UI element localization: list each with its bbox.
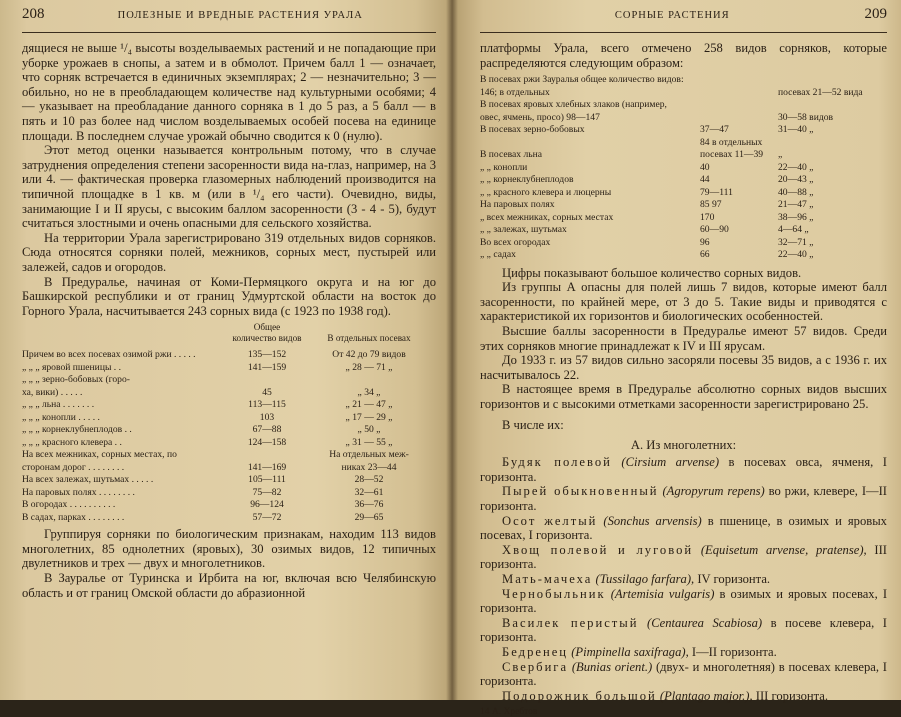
table-row [480,187,887,200]
printer-signature: 14 А. Хребтов [480,707,538,717]
table-cell: В огородах . . . . . . . . . . [22,499,116,511]
species-latin: (Centaurea Scabiosa) [647,615,763,630]
species-name: Подорожник большой [502,688,657,703]
species-text: III горизонта. [755,688,829,703]
paragraph: До 1933 г. из 57 видов сильно засоряли посевы 35 видов, а с 1936 г. их насчитывалось 22. [480,353,887,382]
species-latin: (Plantago major.), [659,688,753,703]
table-row [480,174,887,187]
species-entry [480,455,887,484]
table-cell: „ 21 — 47 „ [345,399,393,411]
table-cell [302,374,436,387]
table-cell: „ „ „ зерно-бобовых (горо- [22,374,130,386]
table-cell: „ „ конопли [480,161,528,173]
species-name: Бедренец [502,644,569,659]
paragraph: Цифры показывают большое количество сорных видов. [502,265,802,280]
table-header-cell: Общее количество видов [232,322,302,343]
table-cell: овес, ячмень, просо) 98—147 [480,111,600,123]
table-cell [778,99,887,112]
species-name: Будяк полевой [502,455,612,470]
species-latin: (Equisetum arvense, pratense), [700,542,867,557]
paragraph: На территории Урала зарегистрировано 319 отдельных видов сорняков. Сюда относятся сорняки полей, межников, сорных мест, пустырей или залежей, садов и огородов. [22,230,436,274]
table-cell: В посевах льна [480,149,543,161]
table-row [480,74,887,99]
table-row [22,462,436,475]
species-latin: (Agropyrum repens) [662,484,765,499]
paragraph: В Предуралье, начиная от Коми-Пермяцкого округа и на юг до Башкирской республики и от границ Удмуртской области на восток до Горного Урала, насчитывается 243 сорных вида (с 1923 по 1938 год). [22,274,436,318]
table-cell: никах 23—44 [341,461,397,473]
table-row [480,212,887,225]
table-cell: 85 97 [700,199,722,211]
table-cell [232,374,302,387]
paragraph: В Зауралье от Туринска и Ирбита на юг, включая всю Челябинскую область и от границ Омской области до абразионной [22,571,436,600]
species-text: в посевах овса, ячменя, I горизонта. [480,455,887,484]
species-latin: (Pimpinella saxifraga), [571,644,689,659]
table-cell: „ 17 — 29 „ [345,411,393,423]
paragraph: платформы Урала, всего отмечено 258 видов сорняков, которые распределяются следующим образом: [480,41,887,70]
table-row [22,362,436,375]
table-row [480,124,887,137]
species-name: Пырей обыкновенный [502,484,659,499]
species-name: Чернобыльник [502,586,606,601]
species-name: Хвощ полевой и луговой [502,542,694,557]
table-cell: В посевах зерно-бобовых [480,124,585,136]
species-entry [480,689,887,704]
table-cell: На паровых полях . . . . . . . . [22,486,135,498]
right-page-number: 209 [864,6,887,22]
table-cell: 96 [700,236,710,248]
left-page [0,0,452,700]
table-cell: „ 31 — 55 „ [345,436,393,448]
species-entry [480,587,887,616]
species-list [480,455,887,703]
table-cell: „ „ „ льна . . . . . . . [22,399,95,411]
table-cell: 60—90 [700,224,729,236]
table-cell: „ „ залежах, шутьмах [480,224,567,236]
table-row [22,474,436,487]
table-cell: 75—82 [252,486,282,498]
table-row [480,249,887,262]
trans-ural-weeds-table [480,74,887,262]
table-cell: На отдельных меж- [329,449,409,461]
species-text: во ржи, клевере, I—II горизонта. [480,484,888,513]
species-text: IV горизонта. [697,571,771,586]
table-row [22,399,436,412]
table-cell [232,449,302,462]
table-header [22,322,436,349]
species-entry [480,543,887,572]
table-cell: 57—72 [252,511,282,523]
table-cell: „ 50 „ [357,424,381,436]
table-row [480,137,887,162]
table-cell: посевах 21—52 вида [778,86,863,98]
section-title: А. Из многолетних: [630,438,737,453]
table-cell: 96—124 [250,499,284,511]
table-row [22,374,436,387]
paragraph: Этот метод оценки называется контрольным потому, что в случае затруднения определения степени засоренности вида на-глаз, например, на 3 или 4. — фактическая проверка глазомерных наблюдений производится на типичной площадке в 1 кв. м (или в ¹/₄ его части). Очевидно, виды, занимающие I и II ярусы, с высоким баллом засоренности (3 - 4 - 5), будут считаться злостными и очень опасными для сельского хозяйства. [22,143,436,231]
paragraph: дящиеся не выше ¹/₄ высоты возделываемых растений и не попадающие при уборке урожаев в снопы, а затем и в обмолот. Причем балл 1 — означает, что сорняк встречается в единичных экземплярах; 2 — незначительно; 3 — обильно, но не в преобладающем количестве над культурными особями; 4 — указывает на преобладание данного сорняка в 1 до 5 раз, а 5 балл — в пять и 10 раз более над числом возделываемых особей посева на единице площади. В последнем случае урожай обычно сводится к 0 (нулю). [22,41,436,143]
table-row [22,499,436,512]
table-cell: Причем во всех посевах озимой ржи . . . . . [22,349,196,361]
species-entry [480,616,887,645]
table-cell [700,112,778,125]
table-cell: 36—76 [354,499,384,511]
table-cell: На всех залежах, шутьмах . . . . . [22,474,154,486]
table-cell: „ „ „ конопли . . . . . [22,411,100,423]
species-text: в посеве клевера, I горизонта. [480,615,887,645]
table-cell [700,74,778,99]
table-row [480,199,887,212]
paragraph: Группируя сорняки по биологическим признакам, находим 113 видов многолетних, 85 однолетних (яровых), 30 озимых видов, 12 типичных двулетников и трех — двух и многолетников. [22,527,436,571]
table-cell: 30—58 видов [778,111,834,123]
species-text: (двух- и многолетняя) в посевах клевера, I горизонта. [480,659,887,689]
table-cell: 67—88 [252,424,282,436]
species-text: в пшенице, в озимых и яровых посевах, I горизонта. [480,513,887,543]
table-cell: В посевах ржи Зауралья общее количество видов: 146; в отдельных [480,74,684,98]
book-gutter [446,0,458,700]
species-name: Мать-мачеха [502,571,593,586]
table-cell: В садах, парках . . . . . . . . [22,511,125,523]
table-cell: 84 в отдельных посевах 11—39 [700,136,764,161]
species-name: Осот желтый [502,513,598,528]
right-running-title: СОРНЫЕ РАСТЕНИЯ [614,10,730,21]
table-cell: На паровых полях [480,199,555,211]
table-row [480,112,887,125]
table-cell: „ 28 — 71 „ [345,361,393,373]
table-cell: „ „ садах [480,249,516,261]
table-cell: 141—159 [247,361,287,373]
table-cell: 22—40 „ [778,249,814,261]
table-row [480,224,887,237]
paragraph: Из группы А опасны для полей лишь 7 видов, которые имеют балл засоренности, по крайней мере, от 3 до 5. Такие виды и приводятся с характеристикой их горизонтов и биологических особенностей. [480,280,887,324]
table-cell: 28—52 [354,474,384,486]
table-cell: „ „ красного клевера и люцерны [480,186,612,198]
table-cell: „ „ „ яровой пшеницы . . [22,361,121,373]
species-name: Свербига [502,659,569,674]
table-row [22,424,436,437]
table-cell: 29—65 [354,511,384,523]
species-name: Василек перистый [502,615,639,630]
table-cell: „ „ „ корнеклубнеплодов . . [22,424,132,436]
table-row [480,237,887,250]
species-entry [480,514,887,543]
table-cell: 32—61 [354,486,384,498]
table-cell: 37—47 [700,124,729,136]
table-header-cell [22,322,232,349]
table-cell: От 42 до 79 видов [332,349,406,361]
paragraph: В числе их: [502,417,564,432]
table-row [22,487,436,500]
right-body [480,41,887,717]
table-row [480,162,887,175]
table-cell: 38—96 „ [778,211,814,223]
table-cell: 31—40 „ [778,124,814,136]
species-text: III горизонта. [480,542,888,572]
table-row [22,349,436,362]
table-cell: ха, вики) . . . . . [22,386,83,398]
table-cell: 135—152 [247,349,287,361]
table-cell: На всех межниках, сорных местах, по [22,449,177,461]
table-cell: 113—115 [248,399,286,411]
table-cell: „ „ корнеклубнеплодов [480,174,574,186]
table-cell: „ всех межниках, сорных местах [480,211,614,223]
table-row [480,99,887,112]
table-cell: 40 [700,161,710,173]
table-cell: 22—40 „ [778,161,814,173]
table-cell: 21—47 „ [778,199,814,211]
table-cell: 79—111 [700,186,733,198]
left-body [22,41,436,600]
table-cell: 20—43 „ [778,174,814,186]
table-cell: 45 [262,386,272,398]
species-latin: (Sonchus arvensis) [603,513,702,528]
species-latin: (Artemisia vulgaris) [610,586,715,601]
table-row [22,512,436,525]
table-cell: 170 [700,211,715,223]
paragraph: Высшие баллы засоренности в Предуралье имеют 57 видов. Среди этих сорняков многие принадлежат к IV и III ярусам. [480,324,887,353]
table-cell: „ 34 „ [357,386,381,398]
species-entry [480,572,887,587]
species-text: I—II горизонта. [691,644,777,659]
table-row [22,387,436,400]
table-row [22,437,436,450]
species-latin: (Bunias orient.) [571,659,653,674]
species-latin: (Cirsium arvense) [621,455,720,470]
paragraph: В настоящее время в Предуралье абсолютно сорных видов высших горизонтов и с высокими отметками засоренности зарегистрировано 25. [480,382,887,412]
left-running-title: ПОЛЕЗНЫЕ И ВРЕДНЫЕ РАСТЕНИЯ УРАЛА [117,10,363,21]
species-entry [480,645,887,660]
left-running-head [22,6,436,33]
table-cell: В посевах яровых хлебных злаков (например, [480,99,667,111]
right-running-head [480,6,887,33]
weeds-count-table [22,322,436,524]
table-cell: сторонам дорог . . . . . . . . [22,461,125,473]
species-entry [480,660,887,689]
table-cell: 44 [700,174,710,186]
table-header-cell: В отдельных посевах [327,332,411,343]
table-cell: 66 [700,249,710,261]
table-cell: 32—71 „ [778,236,814,248]
table-cell: Во всех огородах [480,236,551,248]
table-cell [700,99,778,112]
table-cell: 105—111 [248,474,286,486]
table-cell: 4—64 „ [778,224,809,236]
table-cell: 141—169 [247,461,287,473]
table-row [22,412,436,425]
table-cell: 124—158 [247,436,287,448]
species-entry [480,484,887,513]
table-cell: „ „ „ красного клевера . . [22,436,122,448]
right-page [452,0,901,717]
species-latin: (Tussilago farfara), [595,571,695,586]
species-text: в озимых и яровых посевах, I горизонта. [480,586,888,616]
table-cell: 103 [259,411,275,423]
table-cell: 40—88 „ [778,186,814,198]
table-row [22,449,436,462]
left-page-number: 208 [22,6,45,22]
table-cell: „ [778,149,783,161]
